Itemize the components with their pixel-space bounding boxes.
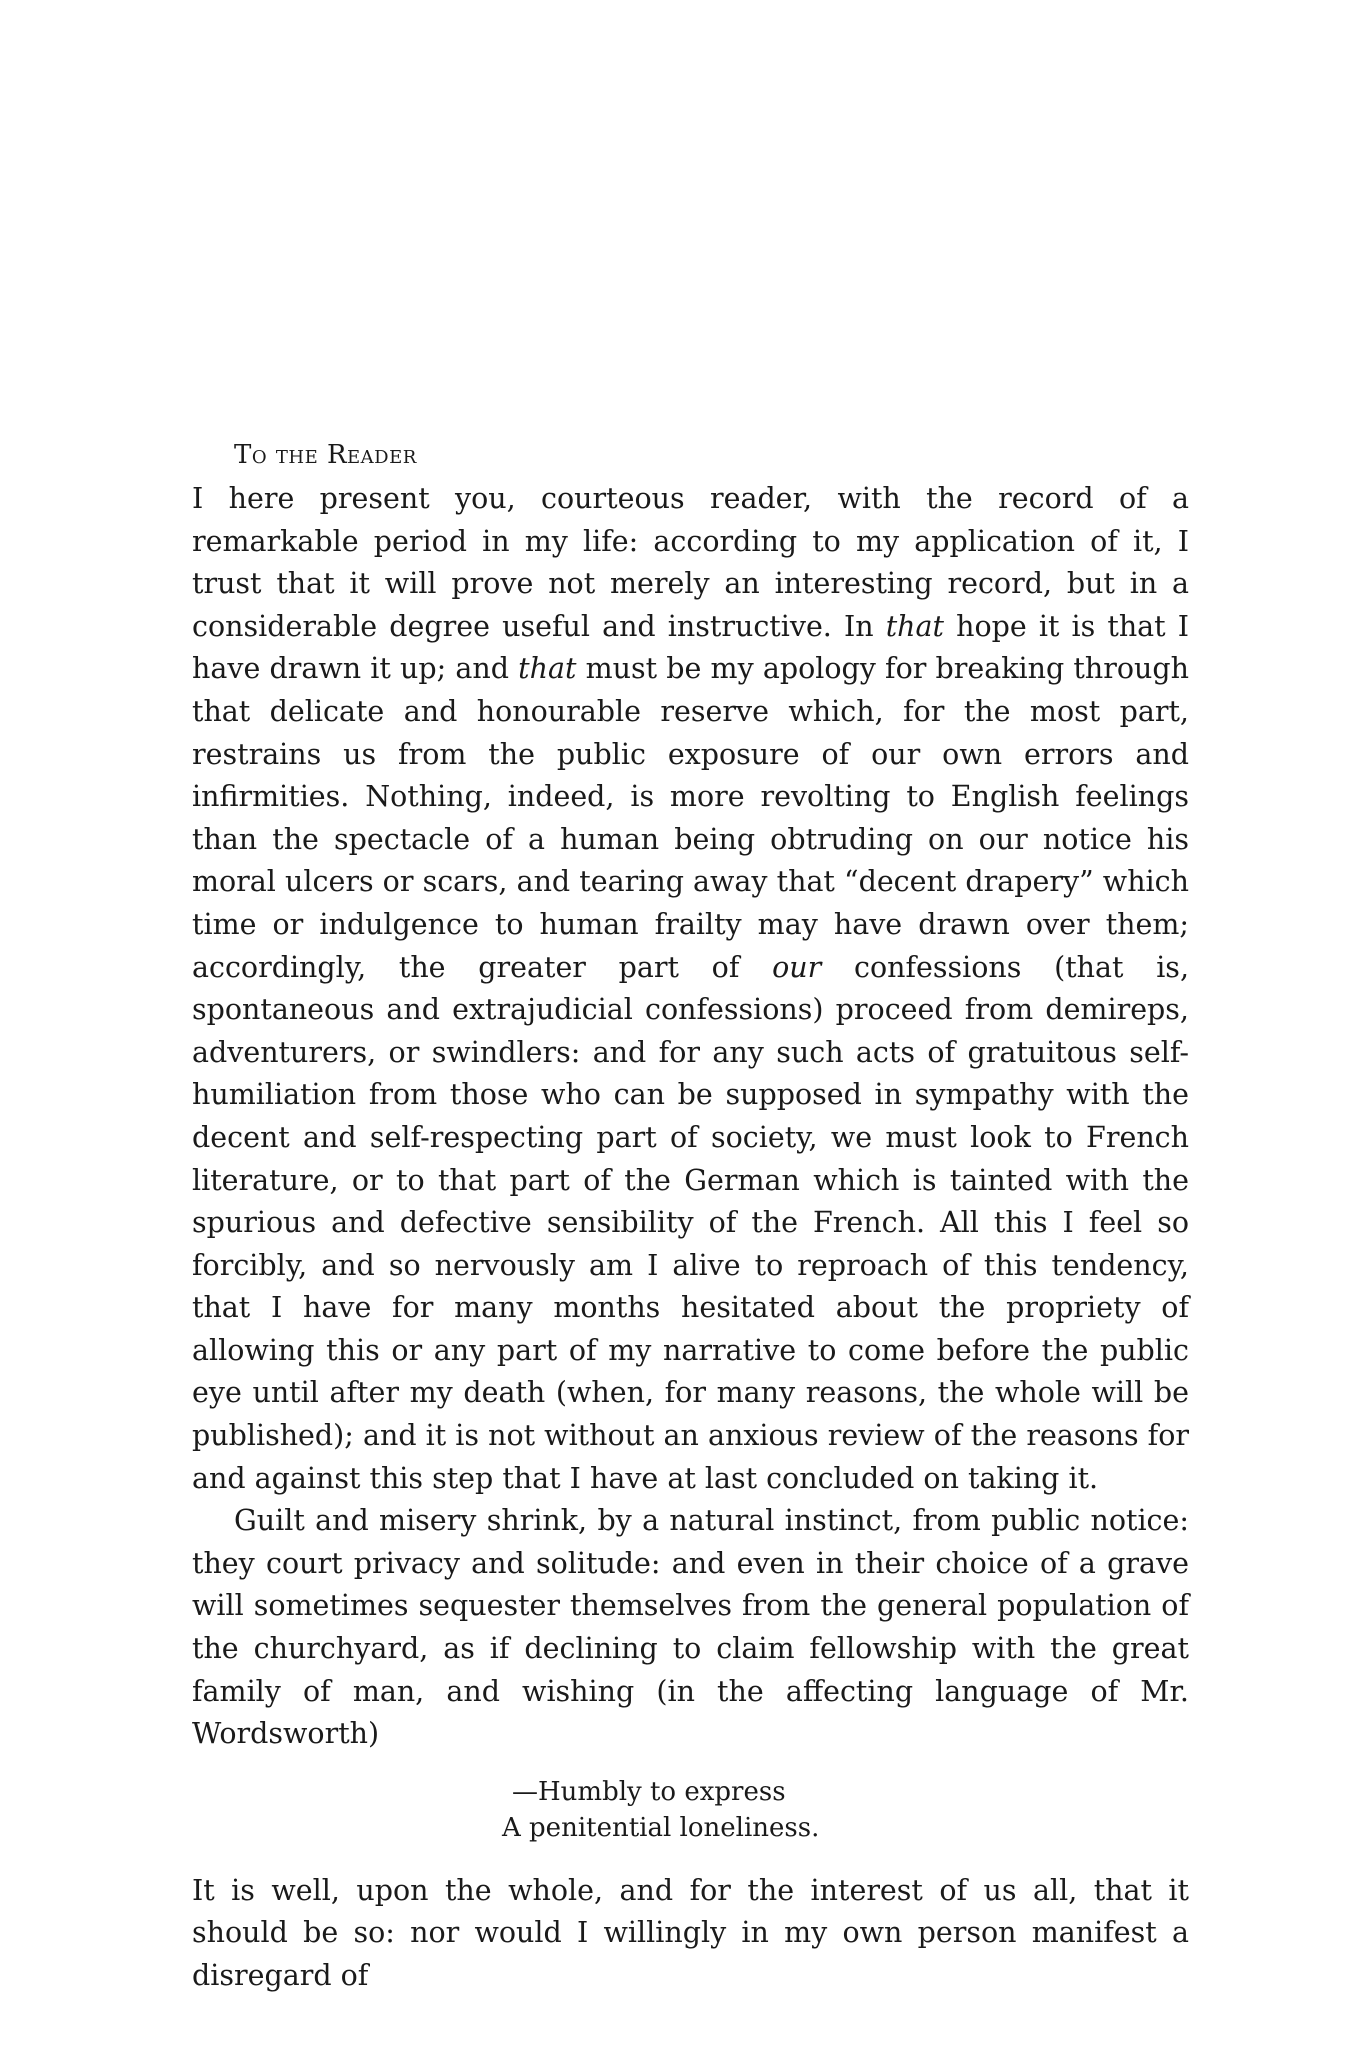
- paragraph-1: [192, 478, 1189, 1500]
- paragraph-1-text-c: must be my apology for breaking through that delicate and honourable reserve which, for the most part, restrains us from the public exposure of our own errors and infirmities. Nothing, indeed, is more revolting to English feelings than the spectacle of a human being obtruding on our notice his moral ulcers or scars, and tearing away that “decent drapery” which time or indulgence to human frailty may have drawn over them; accordingly, the greater part of: [192, 652, 1189, 984]
- paragraph-1-emphasis-c: our: [772, 950, 822, 984]
- verse-line-1: —Humbly to express: [512, 1776, 786, 1807]
- paragraph-2: Guilt and misery shrink, by a natural instinct, from public notice: they court privacy and solitude: and even in their choice of a grave will sometimes sequester themselves from the general population of the churchyard, as if declining to claim fellowship with the great family of man, and wishing (in the affecting language of Mr. Wordsworth): [192, 1504, 1189, 1751]
- section-heading: To the Reader: [234, 440, 417, 470]
- paragraph-1-text-a: I here present you, courteous reader, with the record of a remarkable period in my life: according to my application of it, I trust that it will prove not merely an interesting record, but in a considerable degree useful and instructive. In: [192, 482, 1189, 643]
- paragraph-1-text-b: hope it is that I have drawn it up; and: [192, 609, 1189, 686]
- paragraph-1-emphasis-a: that: [885, 609, 944, 643]
- page: [192, 432, 1189, 1998]
- verse-quotation: [192, 1774, 1189, 1846]
- paragraph-1-emphasis-b: that: [518, 652, 577, 686]
- verse-line-2: A penitential loneliness.: [502, 1812, 820, 1843]
- paragraph-3: It is well, upon the whole, and for the interest of us all, that it should be so: nor would I willingly in my own person manifest a disregard of: [192, 1873, 1189, 1992]
- paragraph-1-text-d: confessions (that is, spontaneous and extrajudicial confessions) proceed from demireps, adventurers, or swindlers: and for any such acts of gratuitous self-humiliation from those who can be supposed in sympathy with the decent and self-respecting part of society, we must look to French literature, or to that part of the German which is tainted with the spurious and defective sensibility of the French. All this I feel so forcibly, and so nervously am I alive to reproach of this tendency, that I have for many months hesitated about the propriety of allowing this or any part of my narrative to come before the public eye until after my death (when, for many reasons, the whole will be published); and it is not without an anxious review of the reasons for and against this step that I have at last concluded on taking it.: [192, 950, 1189, 1495]
